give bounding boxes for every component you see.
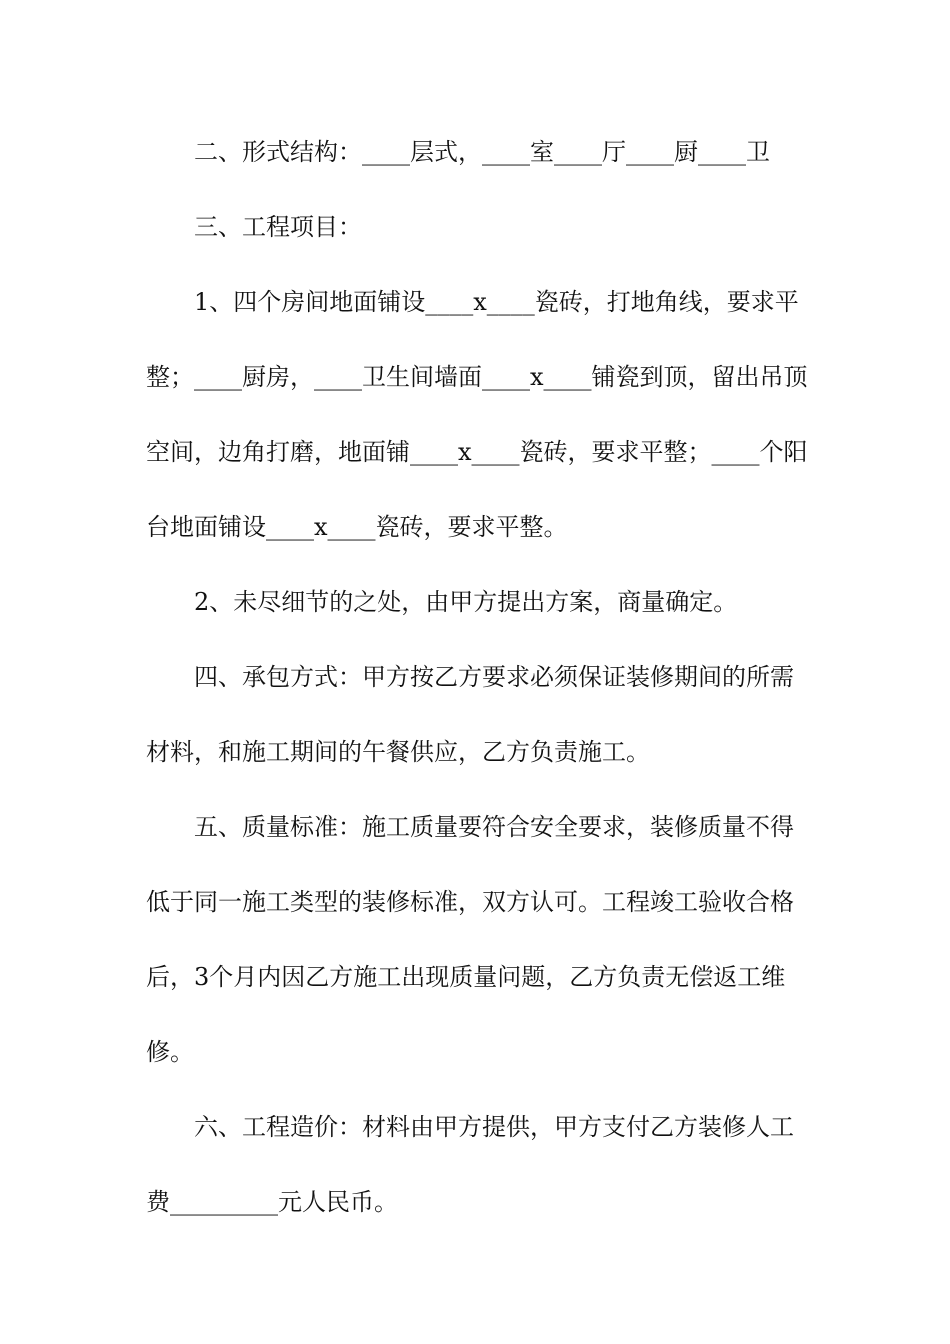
item-1-line-1: 1、四个房间地面铺设____x____瓷砖，打地角线，要求平 [194,288,799,316]
section-4-line-1: 四、承包方式：甲方按乙方要求必须保证装修期间的所需 [194,663,794,691]
section-5-line-2: 低于同一施工类型的装修标准，双方认可。工程竣工验收合格 [146,888,794,916]
item-1-line-2: 整；____厨房，____卫生间墙面____x____铺瓷到顶，留出吊顶 [146,363,808,391]
item-2: 2、未尽细节的之处，由甲方提出方案，商量确定。 [194,588,738,616]
section-5-line-4: 修。 [146,1038,194,1066]
section-5-line-3: 后，3个月内因乙方施工出现质量问题，乙方负责无偿返工维 [146,963,786,991]
section-4-line-2: 材料，和施工期间的午餐供应，乙方负责施工。 [146,738,650,766]
section-3-heading: 三、工程项目： [194,213,362,241]
section-5-line-1: 五、质量标准：施工质量要符合安全要求，装修质量不得 [194,813,794,841]
section-2-structure: 二、形式结构：____层式，____室____厅____厨____卫 [194,138,770,166]
item-1-line-3: 空间，边角打磨，地面铺____x____瓷砖，要求平整；____个阳 [146,438,808,466]
section-6-line-1: 六、工程造价：材料由甲方提供，甲方支付乙方装修人工 [194,1113,794,1141]
item-1-line-4: 台地面铺设____x____瓷砖，要求平整。 [146,513,568,541]
section-6-line-2: 费_________元人民币。 [146,1188,398,1216]
